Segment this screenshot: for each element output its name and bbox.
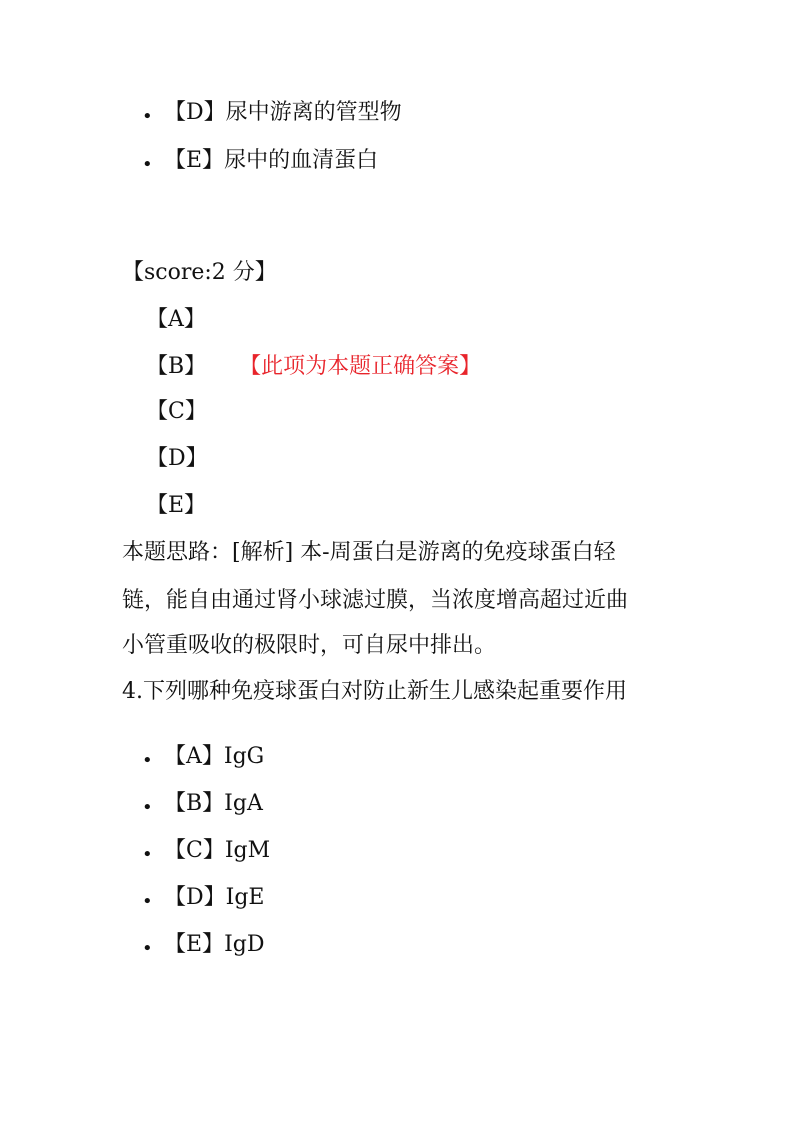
q4-option-d: 【D】IgE [164, 885, 265, 910]
bullet-icon [142, 746, 153, 776]
bullet-icon [142, 840, 153, 870]
q4-option-e: 【E】IgD [164, 932, 265, 957]
option-d: 【D】尿中游离的管型物 [164, 100, 402, 125]
bullet-icon [142, 934, 153, 964]
explanation-line-2: 链，能自由通过肾小球滤过膜，当浓度增高超过近曲 [122, 588, 629, 613]
score-label: 【score:2 分】 [122, 260, 277, 285]
question-4-title: 4.下列哪种免疫球蛋白对防止新生儿感染起重要作用 [122, 679, 627, 704]
bullet-icon [142, 102, 153, 132]
answer-e: 【E】 [146, 493, 207, 518]
answer-a: 【A】 [146, 307, 206, 332]
bullet-icon [142, 887, 153, 917]
answer-b: 【B】 【此项为本题正确答案】 [146, 354, 482, 379]
answer-d: 【D】 [146, 446, 208, 471]
option-e: 【E】尿中的血清蛋白 [164, 148, 379, 173]
bullet-icon [142, 150, 153, 180]
q4-option-b: 【B】IgA [164, 791, 263, 816]
bullet-icon [142, 793, 153, 823]
explanation-line-3: 小管重吸收的极限时，可自尿中排出。 [122, 633, 497, 658]
q4-option-a: 【A】IgG [164, 744, 265, 769]
q4-option-c: 【C】IgM [164, 838, 271, 863]
explanation-line-1: 本题思路：[解析] 本-周蛋白是游离的免疫球蛋白轻 [122, 540, 616, 565]
correct-answer-note: 【此项为本题正确答案】 [239, 354, 482, 379]
answer-c: 【C】 [146, 399, 207, 424]
